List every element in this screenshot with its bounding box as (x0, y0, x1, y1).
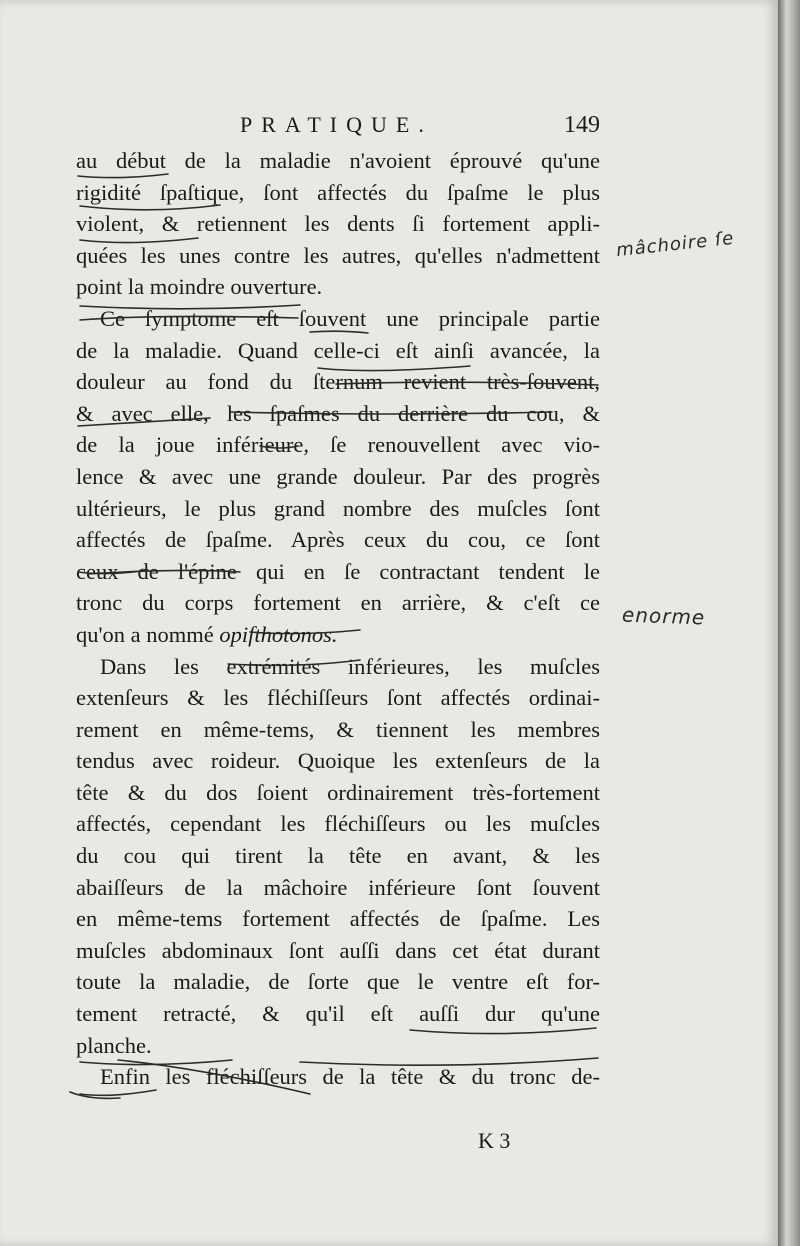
handwritten-margin-note: enorme (621, 602, 706, 630)
text-line: affectés, cependant les fléchiſſeurs ou les muſcles (76, 811, 600, 837)
text-line: muſcles abdominaux ſont auſſi dans cet état durant (76, 937, 600, 963)
text-line: abaiſſeurs de la mâchoire inférieure ſont ſouvent (76, 874, 600, 900)
text-line: Enfin les fléchiſſeurs de la tête & du tronc de- (100, 1064, 600, 1090)
underline-mark (80, 238, 198, 243)
text-line: Dans les extrémités inférieures, les muſcles (100, 653, 600, 679)
text-line: au début de la maladie n'avoient éprouvé qu'une (76, 148, 600, 173)
text-line: douleur au fond du ſternum revient très-ſouvent, (76, 369, 600, 395)
underline-mark (310, 331, 368, 333)
text-line: planche. (76, 1032, 152, 1058)
text-line: tronc du corps fortement en arrière, & c'eſt ce (76, 590, 600, 616)
underline-mark (80, 305, 300, 309)
underline-mark (318, 366, 470, 371)
text-line: tendus avec roideur. Quoique les extenſeurs de la (76, 748, 600, 774)
text-line: ultérieurs, le plus grand nombre des muſcles ſont (76, 495, 600, 521)
underline-mark (80, 1090, 156, 1095)
text-line: lence & avec une grande douleur. Par des progrès (76, 463, 600, 489)
underline-mark (80, 316, 298, 320)
underline-mark (228, 660, 360, 665)
catchword: K 3 (478, 1128, 511, 1153)
underline-mark (410, 1028, 596, 1034)
italic-term: opiſthotonos. (219, 621, 338, 647)
text-line: du cou qui tirent la tête en avant, & les (76, 843, 600, 869)
text-line: rement en même-tems, & tiennent les membres (76, 716, 600, 742)
handwritten-margin-note: mâchoire ſe (615, 227, 736, 262)
text-line: de la joue inférieure, ſe renouvellent avec vio- (76, 432, 600, 458)
text-line: extenſeurs & les fléchiſſeurs ſont affectés ordinai- (76, 685, 600, 711)
running-head: PRATIQUE. (240, 112, 433, 137)
underline-mark (250, 630, 360, 634)
text-line: de la maladie. Quand celle-ci eſt ainſi avancée, la (76, 337, 600, 363)
underline-mark (78, 418, 210, 426)
text-line: tement retracté, & qu'il eſt auſſi dur qu'une (76, 1001, 600, 1027)
text-line: quées les unes contre les autres, qu'elles n'admettent (76, 242, 600, 268)
text-line: tête & du dos ſoient ordinairement très-fortement (76, 779, 600, 805)
text-line: toute la maladie, de ſorte que le ventre eſt for- (76, 969, 600, 995)
underline-mark (300, 1058, 598, 1065)
text-line-lead: qu'on a nommé (76, 621, 220, 647)
text-line: point la moindre ouverture. (76, 274, 323, 300)
book-gutter (778, 0, 800, 1246)
page-number: 149 (564, 112, 600, 138)
text-line: affectés de ſpaſme. Après ceux du cou, ce ſont (76, 527, 600, 553)
text-line: rigidité ſpaſtique, ſont affectés du ſpaſme le plus (76, 179, 600, 205)
text-line: Ce ſymptome eſt ſouvent une principale partie (100, 305, 600, 331)
text-line: & avec elle, les ſpaſmes du derrière du cou, & (76, 400, 600, 426)
underline-mark (260, 446, 298, 448)
underline-mark (336, 382, 598, 385)
text-line: violent, & retiennent les dents ſi fortement appli- (76, 211, 600, 237)
text-line: ceux de l'épine qui en ſe contractant tendent le (76, 558, 600, 584)
underline-mark (230, 412, 552, 414)
text-line: en même-tems fortement affectés de ſpaſme. Les (76, 906, 600, 932)
underline-mark (78, 174, 168, 178)
underline-mark (80, 205, 220, 210)
